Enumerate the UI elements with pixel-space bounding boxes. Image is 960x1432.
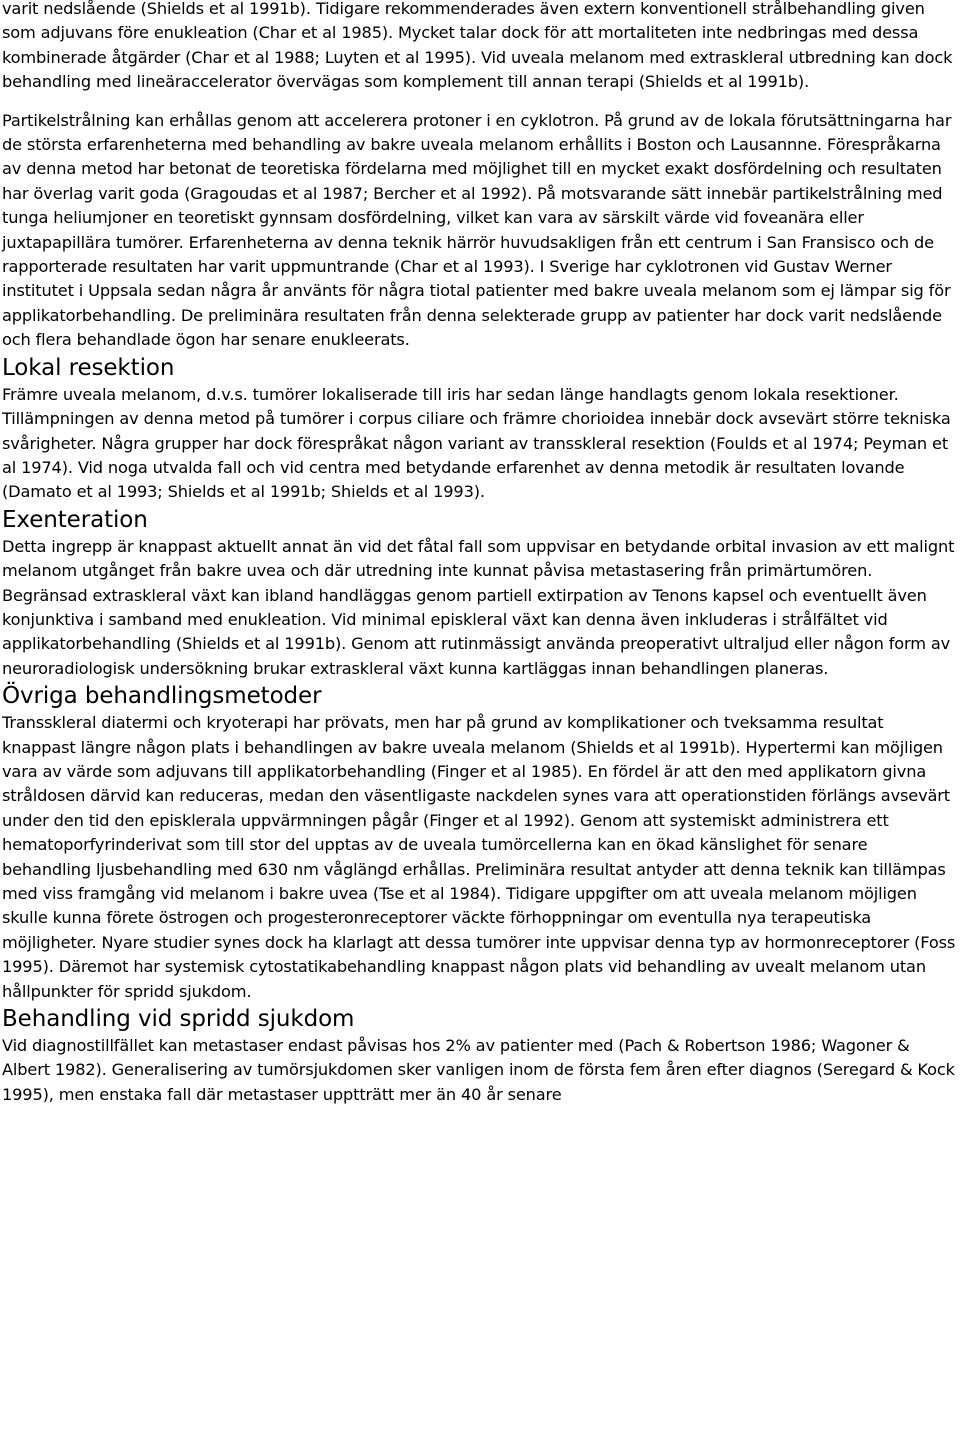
paragraph-particle-radiation: Partikelstrålning kan erhållas genom att accelerera protoner i en cyklotron. På grund av de lokala förutsättningarna har de största erfarenheterna med behandling av bakre uveala melanom erhållits i Boston och Lausannne. Förespråkarna av denna metod har betonat de teoretiska fördelarna med möjlighet till en mycket exakt dosfördelning och resultaten har överlag varit goda (Gragoudas et al 1987; Bercher et al 1992). På motsvarande sätt innebär partikelstrålning med tunga heliumjoner en teoretiskt gynnsam dosfördelning, vilket kan vara av särskilt värde vid foveanära eller juxtapapillära tumörer. Erfarenheterna av denna teknik härrör huvudsakligen från ett centrum i San Fransisco och de rapporterade resultaten har varit uppmuntrande (Char et al 1993). I Sverige har cyklotronen vid Gustav Werner institutet i Uppsala sedan några år använts för några tiotal patienter med bakre uveala melanom som ej lämpar sig för applikatorbehandling. De preliminära resultaten från denna selekterade grupp av patienter har dock varit nedslående och flera behandlade ögon har senare enukleerats. xyxy=(2,110,952,350)
paragraph-spridd-sjukdom: Vid diagnostillfället kan metastaser endast påvisas hos 2% av patienter med (Pach & Robertson 1986; Wagoner & Albert 1982). Generalisering av tumörsjukdomen sker vanligen inom de första fem åren efter diagnos (Seregard & Kock 1995), men enstaka fall där metastaser upptträtt mer än 40 år senare xyxy=(2,1036,955,1104)
paragraph-exenteration: Detta ingrepp är knappast aktuellt annat än vid det fåtal fall som uppvisar en betydande orbital invasion av ett malignt melanom utgånget från bakre uvea och där utredning inte kunnat påvisa metastasering från primärtumören. Begränsad extraskleral växt kan ibland handläggas genom partiell extirpation av Tenons kapsel och eventuellt även konjunktiva i samband med enukleation. Vid minimal episkleral växt kan denna även inkluderas i strålfältet vid applikatorbehandling (Shields et al 1991b). Genom att rutinmässigt använda preoperativt ultraljud eller någon form av neuroradiologisk undersökning brukar extraskleral växt kunna kartläggas innan behandlingen planeras. xyxy=(2,536,955,678)
document-page xyxy=(2,0,958,1107)
paragraph-radiotherapy: varit nedslående (Shields et al 1991b). Tidigare rekommenderades även extern konventionell strålbehandling given som adjuvans före enukleation (Char et al 1985). Mycket talar dock för att mortaliteten inte nedbringas med dessa kombinerade åtgärder (Char et al 1988; Luyten et al 1995). Vid uveala melanom med extraskleral utbredning kan dock behandling med lineäraccelerator övervägas som komplement till annan terapi (Shields et al 1991b). xyxy=(2,0,953,92)
paragraph-lokal-resektion: Främre uveala melanom, d.v.s. tumörer lokaliserade till iris har sedan länge handlagts genom lokala resektioner. Tillämpningen av denna metod på tumörer i corpus ciliare och främre chorioidea innebär dock avsevärt större tekniska svårigheter. Några grupper har dock förespråkat någon variant av transskleral resektion (Foulds et al 1974; Peyman et al 1974). Vid noga utvalda fall och vid centra med betydande erfarenhet av denna metodik är resultaten lovande (Damato et al 1993; Shields et al 1991b; Shields et al 1993). xyxy=(2,384,951,502)
paragraph-ovriga-behandlingsmetoder: Transskleral diatermi och kryoterapi har prövats, men har på grund av komplikationer och tveksamma resultat knappast längre någon plats i behandlingen av bakre uveala melanom (Shields et al 1991b). Hypertermi kan möjligen vara av värde som adjuvans till applikatorbehandling (Finger et al 1985). En fördel är att den med applikatorn givna stråldosen därvid kan reduceras, medan den väsentligaste nackdelen synes vara att operationstiden förlängs avsevärt under den tid den episklerala uppvärmningen pågår (Finger et al 1992). Genom att systemiskt administrera ett hematoporfyrinderivat som till stor del upptas av de uveala tumörcellerna kan en ökad känslighet för senare behandling ljusbehandling med 630 nm våglängd erhållas. Preliminära resultat antyder att denna teknik kan tillämpas med viss framgång vid melanom i bakre uvea (Tse et al 1984). Tidigare uppgifter om att uveala melanom möjligen skulle kunna förete östrogen och progesteronreceptorer väckte förhoppningar om eventulla nya terapeutiska möjligheter. Nyare studier synes dock ha klarlagt att dessa tumörer inte uppvisar denna typ av hormonreceptorer (Foss 1995). Däremot har systemisk cytostatikabehandling knappast någon plats vid behandling av uvealt melanom utan hållpunkter för spridd sjukdom. xyxy=(2,713,956,1001)
heading-behandling-spridd-sjukdom: Behandling vid spridd sjukdom xyxy=(2,1006,355,1033)
heading-lokal-resektion: Lokal resektion xyxy=(2,354,175,381)
heading-exenteration: Exenteration xyxy=(2,506,148,533)
heading-ovriga-behandlingsmetoder: Övriga behandlingsmetoder xyxy=(2,683,322,710)
